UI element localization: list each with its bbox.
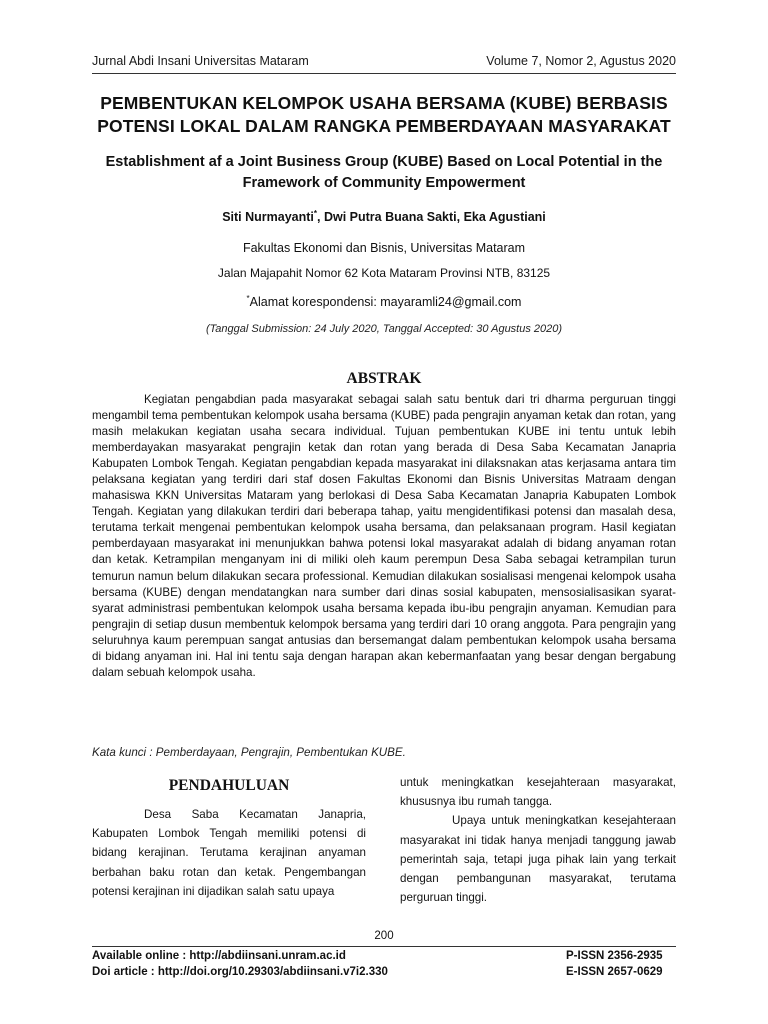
correspondence [92, 294, 676, 309]
available-online-link[interactable]: Available online : http://abdiinsani.unram.ac.id [92, 950, 346, 962]
article-title-english: Establishment af a Joint Business Group (KUBE) Based on Local Potential in the Framework of Community Empowerment [105, 154, 663, 191]
intro-paragraph-left: Desa Saba Kecamatan Janapria, Kabupaten Lombok Tengah memiliki potensi di bidang kerajinan. Terutama kerajinan anyaman berbahan baku rotan dan ketak. Pengembangan potensi kerajinan ini dijadikan salah satu upaya [92, 808, 366, 898]
author-others: , Dwi Putra Buana Sakti, Eka Agustiani [317, 210, 546, 225]
volume-info: Volume 7, Nomor 2, Agustus 2020 [486, 54, 676, 68]
page-number: 200 [374, 930, 394, 942]
submission-dates: (Tanggal Submission: 24 July 2020, Tanggal Accepted: 30 Agustus 2020) [205, 323, 563, 336]
intro-paragraph-right-1: untuk meningkatkan kesejahteraan masyarakat, khususnya ibu rumah tangga. [400, 776, 676, 809]
author-first: Siti Nurmayanti [222, 210, 314, 225]
article-title: PEMBENTUKAN KELOMPOK USAHA BERSAMA (KUBE) BERBASIS POTENSI LOKAL DALAM RANGKA PEMBERDAYAAN MASYARAKAT [97, 93, 671, 136]
intro-paragraph-right-2: Upaya untuk meningkatkan kesejahteraan masyarakat ini tidak hanya menjadi tanggung jawab pemerintah saja, tetapi juga pihak lain yang terkait dengan pembangunan masyarakat, terutama perguruan tinggi. [400, 814, 676, 905]
correspondence-text: Alamat korespondensi: mayaramli24@gmail.com [249, 295, 522, 310]
e-issn: E-ISSN 2657-0629 [566, 966, 663, 978]
right-column [400, 773, 676, 907]
running-header [92, 54, 676, 68]
title-block [92, 92, 676, 335]
keywords: Kata kunci : Pemberdayaan, Pengrajin, Pembentukan KUBE. [92, 746, 406, 759]
author-list [92, 209, 676, 224]
address: Jalan Majapahit Nomor 62 Kota Mataram Provinsi NTB, 83125 [217, 266, 551, 281]
affiliation: Fakultas Ekonomi dan Bisnis, Universitas Mataram [242, 241, 526, 256]
footer-links [92, 948, 388, 980]
abstract-heading: ABSTRAK [346, 370, 422, 387]
abstract-body: Kegiatan pengabdian pada masyarakat sebagai salah satu bentuk dari tri dharma perguruan tinggi mengambil tema pembentukan kelompok usaha bersama (KUBE) pada pengrajin anyaman ketak dan rotan, yang masih melakukan kegiatan usaha secara individual. Tujuan pembentukan KUBE ini tentu untuk lebih memberdayakan masyarakat pengrajin ketak dan rotan yang berada di Desa Saba Kecamatan Janapria Kabupaten Lombok Tengah. Kegiatan pengabdian kepada masyarakat ini dilaksnakan atas kerjasama antara tim pelaksana kegiatan yang terdiri dari staf dosen Fakultas Ekonomi dan Bisnis Universitas Matraam dengan mahasiswa KKN Universitas Mataram yang berlokasi di Desa Saba Kecamatan Janapria Kabupaten Lombok Tengah. Kegiatan yang dilakukan terdiri dari beberapa tahap, yaitu mengidentifikasi potensi dan masalah desa, terutama terkait mengenai pembentukan kelompok usaha bersama, dan pelaksanaan program. Hasil kegiatan pemberdayaan masyarakat ini menunjukkan bahwa potensi lokal masyarakat adalah di bidang anyaman rotan dan ketak. Ketrampilan menganyam ini di miliki oleh kaum perempun Desa Saba sebagai ketrampilan turun temurun namun belum dilakukan secara professional. Kemudian dilakukan sosialisasi mengenai kelompok usaha bersama (KUBE) dengan mendatangkan nara sumber dari dinas sosial kabupaten, mensosialisasikan syarat-syarat administrasi pembentukan kelompok usaha bersama kepada ibu-ibu pengrajin anyaman. Kemudian para pengrajin di setiap dusun membentuk kelompok bersama yang terdiri dari 10 orang anggota. Para pengrajin yang seluruhnya kaum perempuan sangat antusias dan bersemangat dalam pembentukan kelompok usaha bersama di bidang anyaman ini. Hal ini tentu saja dengan harapan akan kebermanfaatan yang besar dengan bergabung dalam sebuah kelompok usaha. [92, 393, 676, 679]
journal-name: Jurnal Abdi Insani Universitas Mataram [92, 54, 309, 68]
header-divider [92, 73, 676, 74]
section-heading: PENDAHULUAN [168, 777, 290, 794]
footer-divider [92, 946, 676, 947]
left-column [92, 777, 366, 901]
issn-block [566, 948, 663, 980]
corresponding-marker: * [313, 209, 318, 218]
p-issn: P-ISSN 2356-2935 [566, 950, 663, 962]
doi-link[interactable]: Doi article : http://doi.org/10.29303/abdiinsani.v7i2.330 [92, 966, 388, 978]
correspondence-marker: * [246, 294, 250, 304]
